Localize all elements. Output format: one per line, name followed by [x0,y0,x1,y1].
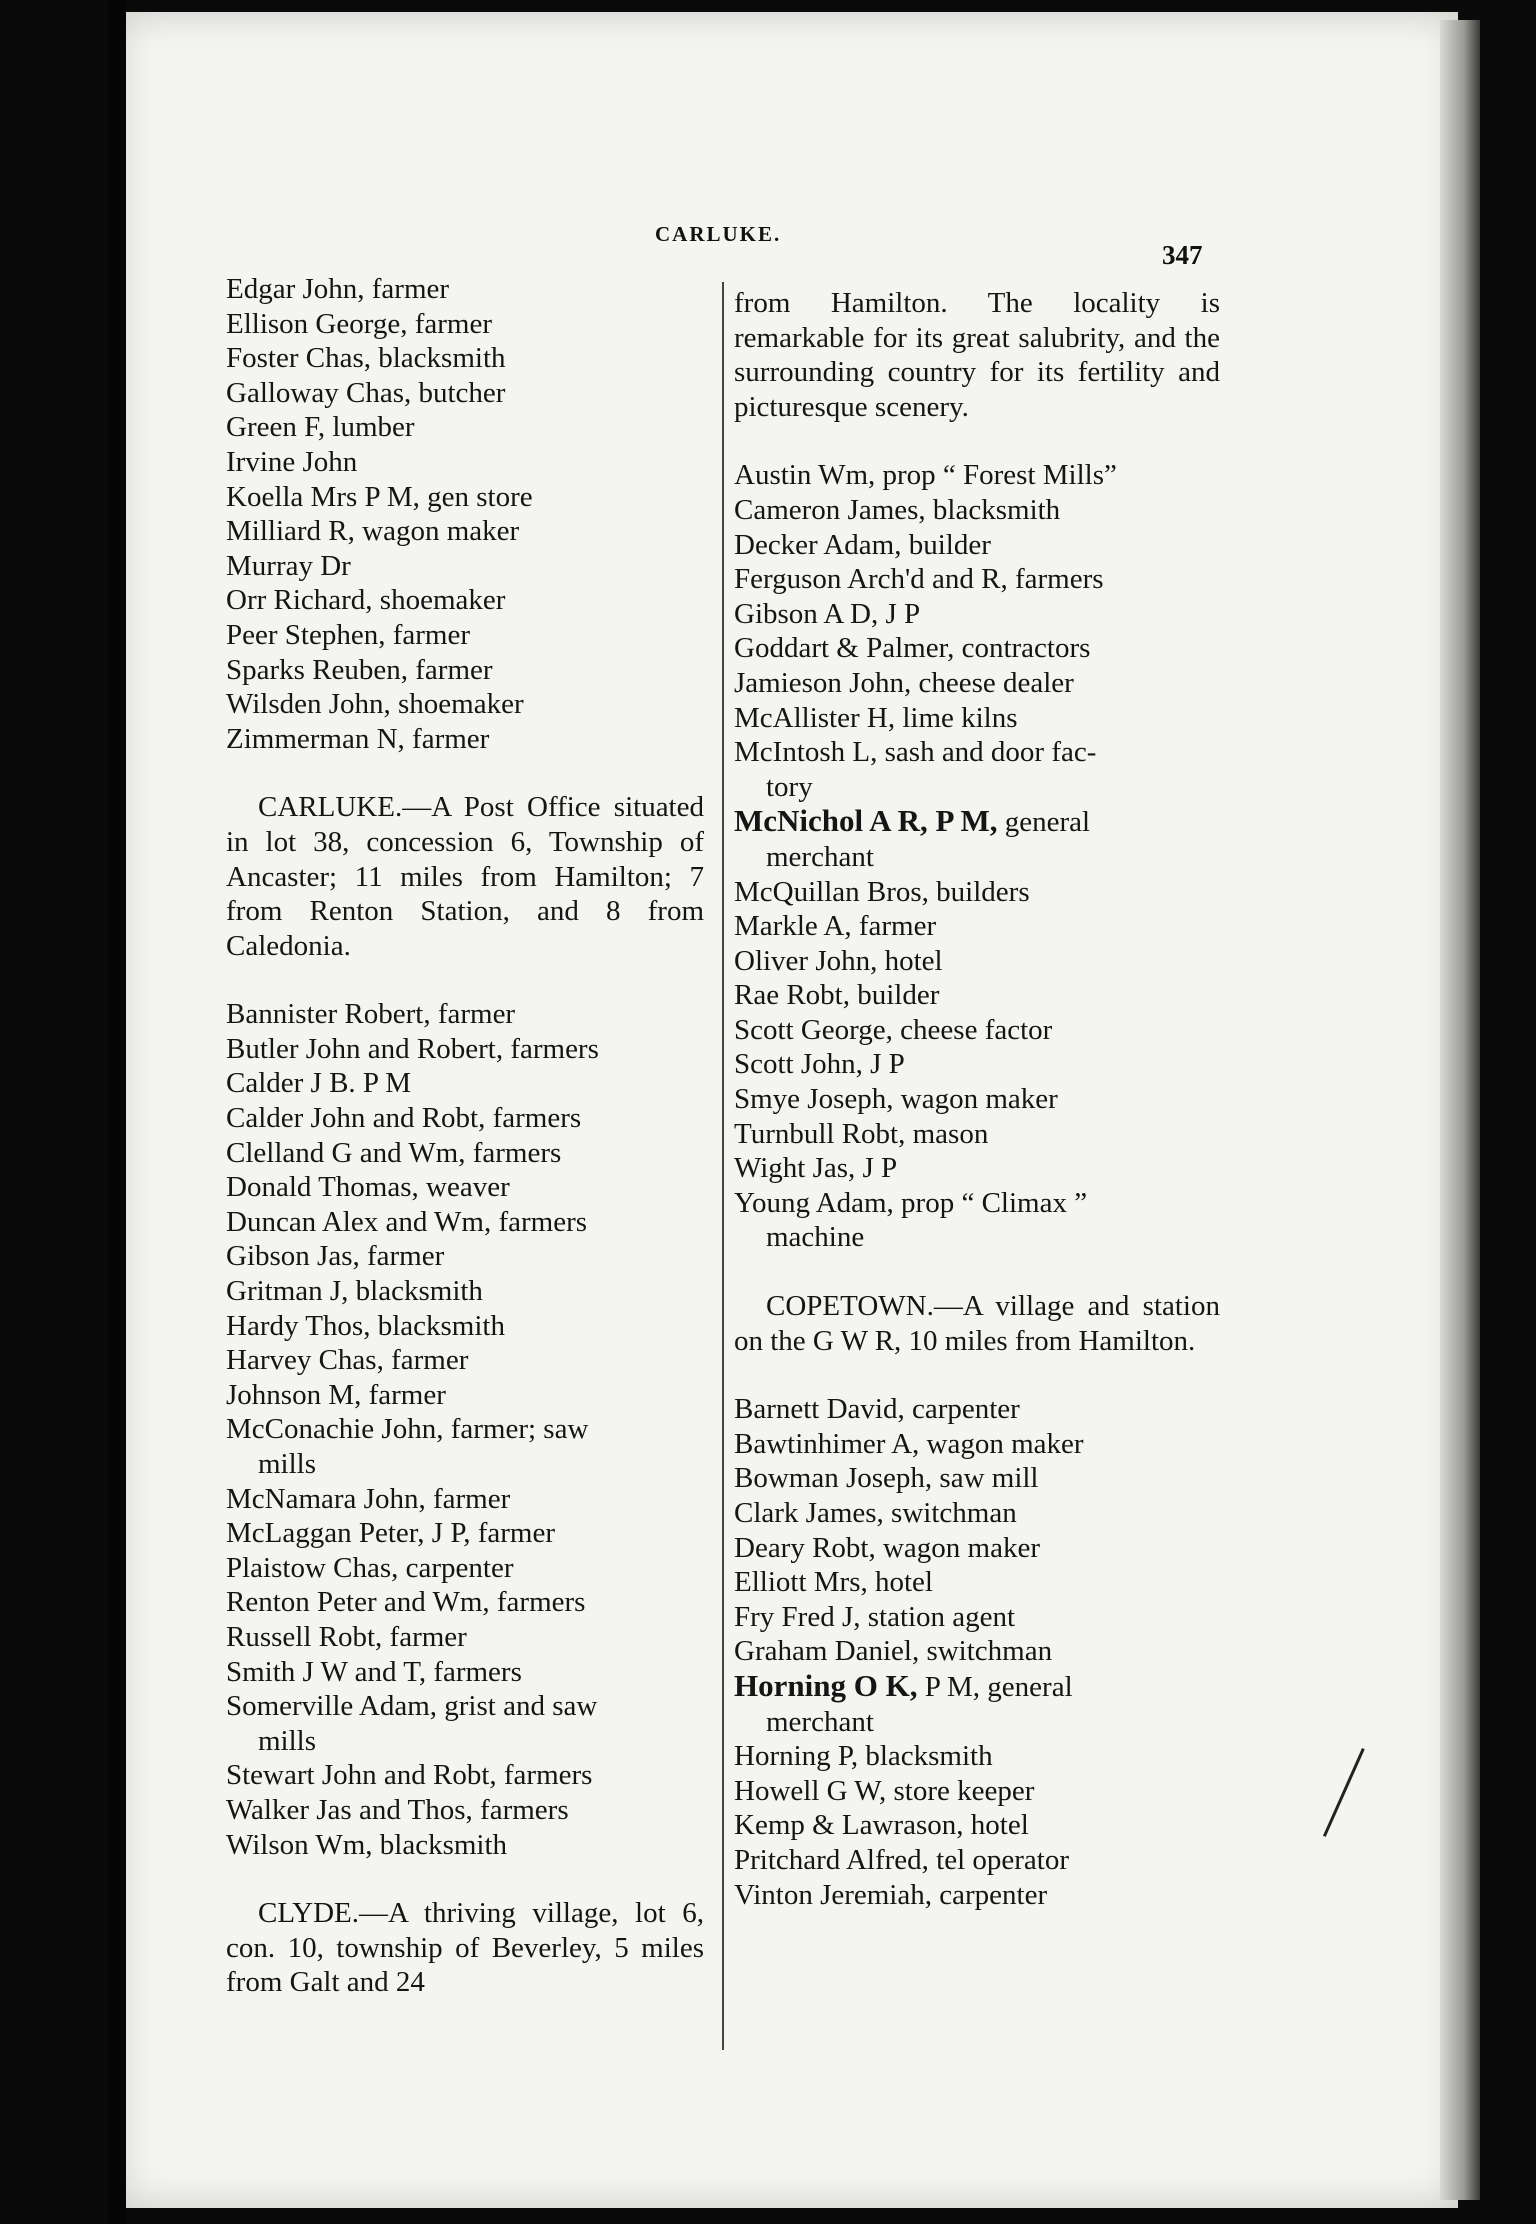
page-edge-shadow [1440,20,1480,2200]
column-divider [722,282,724,2050]
postmaster-role: P M, general [917,1670,1073,1703]
list-item-continuation: merchant [766,1705,874,1738]
list-item: Koella Mrs P M, gen store [226,480,533,513]
list-item: Hardy Thos, blacksmith [226,1309,505,1342]
list-item: Wilsden John, shoemaker [226,688,524,721]
list-item: Zimmerman N, farmer [226,722,490,755]
list-item: Scott John, J P [734,1048,905,1081]
list-item: Peer Stephen, farmer [226,618,470,651]
list-item: Edgar John, farmer [226,273,450,305]
list-item: Scott George, cheese factor [734,1013,1053,1046]
list-item: Milliard R, wagon maker [226,515,520,548]
list-item: Gibson Jas, farmer [226,1240,445,1273]
list-item: Wight Jas, J P [734,1152,898,1185]
list-item: Russell Robt, farmer [226,1620,467,1653]
list-item: Rae Robt, builder [734,979,940,1012]
carluke-directory-list [226,997,704,1862]
list-item-continuation: tory [766,770,813,803]
list-item: Walker Jas and Thos, farmers [226,1793,569,1826]
list-item: Cameron James, blacksmith [734,493,1061,526]
list-item: Ferguson Arch'd and R, farmers [734,563,1104,596]
list-item: Galloway Chas, butcher [226,376,506,409]
directory-list-top [226,272,704,756]
left-column [226,272,704,2000]
copetown-directory-list [734,1392,1220,1912]
copetown-description-text: COPETOWN.—A village and station on the G W R, 10 miles from Hamilton. [734,1290,1220,1357]
list-item: Gibson A D, J P [734,597,921,630]
list-item: Clark James, switchman [734,1497,1017,1529]
list-item: Jamieson John, cheese dealer [734,666,1074,699]
list-item: McLaggan Peter, J P, farmer [226,1517,556,1550]
list-item: Murray Dr [226,549,351,582]
list-item: Plaistow Chas, carpenter [226,1551,514,1584]
list-item: Bannister Robert, farmer [226,998,516,1031]
postmaster-entry [734,804,1220,840]
list-item: Fry Fred J, station agent [734,1600,1016,1633]
list-item: Howell G W, store keeper [734,1774,1035,1807]
list-item: Gritman J, blacksmith [226,1275,483,1308]
list-item: Calder J B. P M [226,1067,412,1100]
list-item: Somerville Adam, grist and saw [226,1690,598,1723]
list-item: Bawtinhimer A, wagon maker [734,1427,1084,1460]
list-item: Renton Peter and Wm, farmers [226,1586,586,1619]
list-item: Wilson Wm, blacksmith [226,1828,508,1861]
list-item: Ellison George, farmer [226,307,493,340]
list-item: Harvey Chas, farmer [226,1344,469,1377]
list-item: Foster Chas, blacksmith [226,342,506,375]
postmaster-role: general [997,806,1091,839]
list-item: Austin Wm, prop “ Forest Mills” [734,459,1117,492]
clyde-description-continued: from Hamilton. The locality is remarkable for its great salubrity, and the surrounding country for its fertility and picturesque scenery. [734,287,1220,423]
list-item: Irvine John [226,445,358,478]
carluke-description-text: CARLUKE.—A Post Office situated in lot 38, concession 6, Township of Ancaster; 11 miles from Hamilton; 7 from Renton Station, and 8 from Caledonia. [226,791,704,962]
list-item-continuation: mills [258,1448,317,1480]
clyde-description [226,1896,704,2000]
list-item: Kemp & Lawrason, hotel [734,1809,1029,1842]
list-item: McConachie John, farmer; saw [226,1413,589,1446]
list-item: Pritchard Alfred, tel operator [734,1843,1069,1876]
list-item: Sparks Reuben, farmer [226,653,493,686]
list-item: Smith J W and T, farmers [226,1655,522,1688]
list-item: Donald Thomas, weaver [226,1171,510,1204]
list-item: Horning P, blacksmith [734,1740,993,1773]
running-header: CARLUKE. [655,222,782,246]
list-item: McQuillan Bros, builders [734,875,1030,908]
list-item: Johnson M, farmer [226,1378,446,1411]
right-column [734,286,1220,1912]
postmaster-entry [734,1669,1220,1705]
list-item: Butler John and Robert, farmers [226,1032,599,1065]
list-item: Duncan Alex and Wm, farmers [226,1205,588,1238]
list-item-continuation: merchant [766,840,874,873]
list-item-continuation: mills [258,1724,317,1757]
page-binding-shadow [108,0,126,2224]
postmaster-name: Horning O K, [734,1667,918,1703]
list-item: Smye Joseph, wagon maker [734,1083,1058,1116]
list-item: Orr Richard, shoemaker [226,584,506,617]
list-item: Young Adam, prop “ Climax ” [734,1186,1088,1219]
list-item: McNamara John, farmer [226,1482,511,1515]
list-item: McIntosh L, sash and door fac- [734,736,1097,769]
list-item: Calder John and Robt, farmers [226,1102,582,1135]
list-item: Barnett David, carpenter [734,1393,1020,1426]
list-item: Decker Adam, builder [734,528,991,561]
list-item: Vinton Jeremiah, carpenter [734,1878,1048,1911]
list-item-continuation: machine [766,1221,865,1254]
list-item: McAllister H, lime kilns [734,701,1018,734]
postmaster-name: McNichol A R, P M, [734,803,998,839]
list-item: Turnbull Robt, mason [734,1117,989,1150]
list-item: Stewart John and Robt, farmers [226,1759,593,1792]
list-item: Graham Daniel, switchman [734,1635,1053,1668]
list-item: Elliott Mrs, hotel [734,1566,933,1599]
clyde-description-text: CLYDE.—A thriving village, lot 6, con. 10, township of Beverley, 5 miles from Galt and 24 [226,1897,704,1999]
list-item: Bowman Joseph, saw mill [734,1462,1039,1495]
clyde-directory-list [734,458,1220,1255]
list-item: Green F, lumber [226,411,415,444]
copetown-description [734,1289,1220,1358]
list-item: Clelland G and Wm, farmers [226,1136,562,1169]
list-item: Markle A, farmer [734,910,937,943]
page-number: 347 [1162,240,1203,270]
carluke-description [226,790,704,963]
list-item: Oliver John, hotel [734,944,943,977]
list-item: Goddart & Palmer, contractors [734,632,1091,665]
list-item: Deary Robt, wagon maker [734,1531,1041,1564]
